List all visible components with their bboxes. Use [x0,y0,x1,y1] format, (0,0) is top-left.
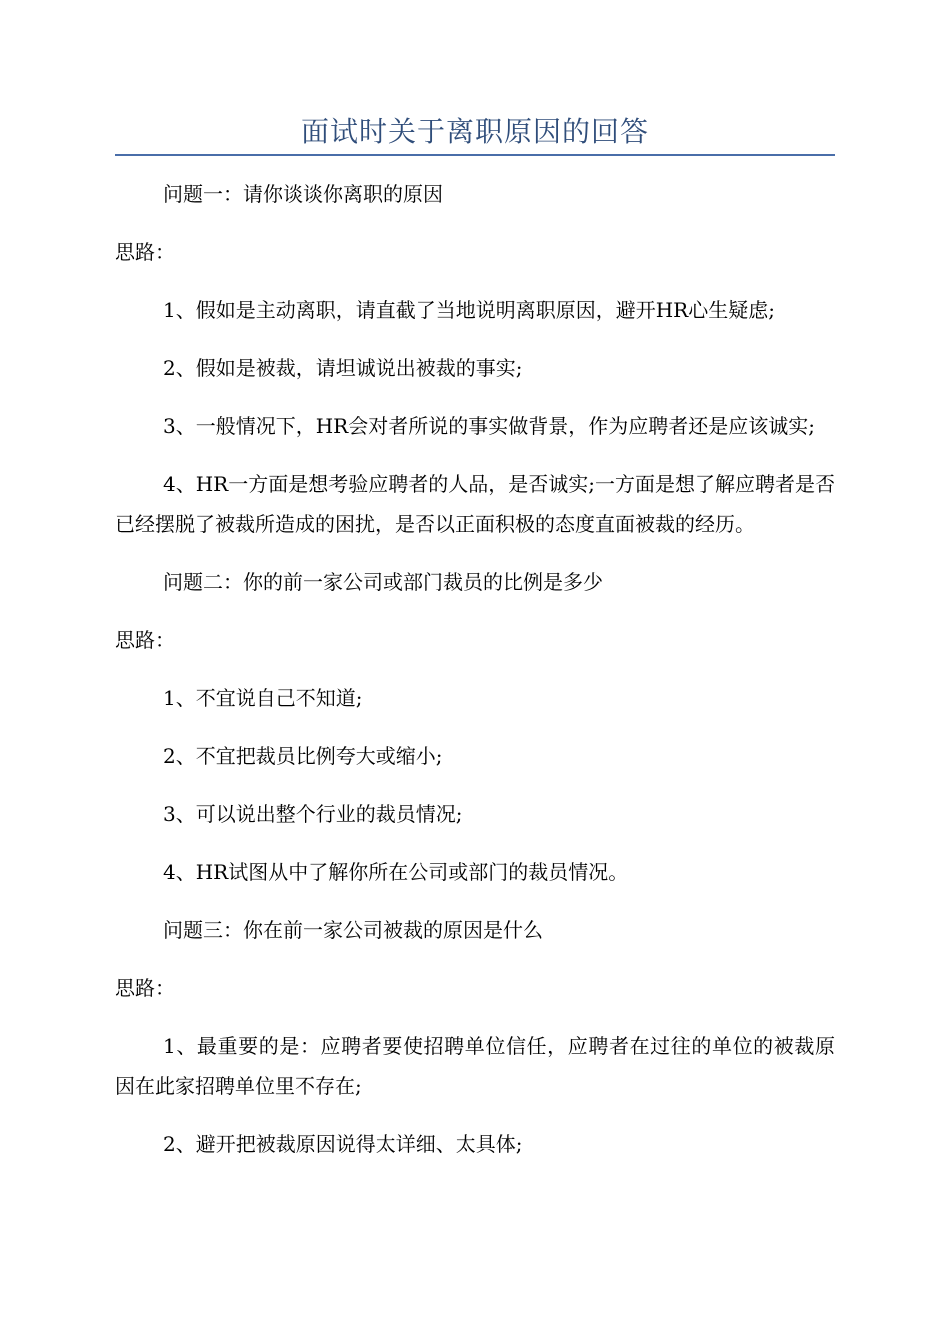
paragraph-9: 1、不宜说自己不知道; [163,686,363,710]
paragraph-16: 2、避开把被裁原因说得太详细、太具体; [163,1132,523,1156]
paragraph-14: 思路： [115,976,175,1000]
document-body [115,174,835,1182]
paragraph-1: 问题一：请你谈谈你离职的原因 [163,182,443,206]
paragraph-11: 3、可以说出整个行业的裁员情况; [163,802,463,826]
document-title: 面试时关于离职原因的回答 [300,115,649,148]
title-underline [115,154,835,156]
paragraph-6: 4、HR一方面是想考验应聘者的人品，是否诚实;一方面是想了解应聘者是否已经摆脱了被裁所造成的困扰，是否以正面积极的态度直面被裁的经历。 [115,472,835,536]
paragraph-15: 1、最重要的是：应聘者要使招聘单位信任，应聘者在过往的单位的被裁原因在此家招聘单位里不存在; [115,1034,835,1098]
paragraph-4: 2、假如是被裁，请坦诚说出被裁的事实; [163,356,523,380]
paragraph-7: 问题二：你的前一家公司或部门裁员的比例是多少 [163,570,603,594]
paragraph-13: 问题三：你在前一家公司被裁的原因是什么 [163,918,543,942]
paragraph-8: 思路： [115,628,175,652]
paragraph-3: 1、假如是主动离职，请直截了当地说明离职原因，避开HR心生疑虑; [163,298,775,322]
paragraph-5: 3、一般情况下，HR会对者所说的事实做背景，作为应聘者还是应该诚实; [163,414,815,438]
paragraph-2: 思路： [115,240,175,264]
paragraph-12: 4、HR试图从中了解你所在公司或部门的裁员情况。 [163,860,629,884]
paragraph-10: 2、不宜把裁员比例夸大或缩小; [163,744,443,768]
